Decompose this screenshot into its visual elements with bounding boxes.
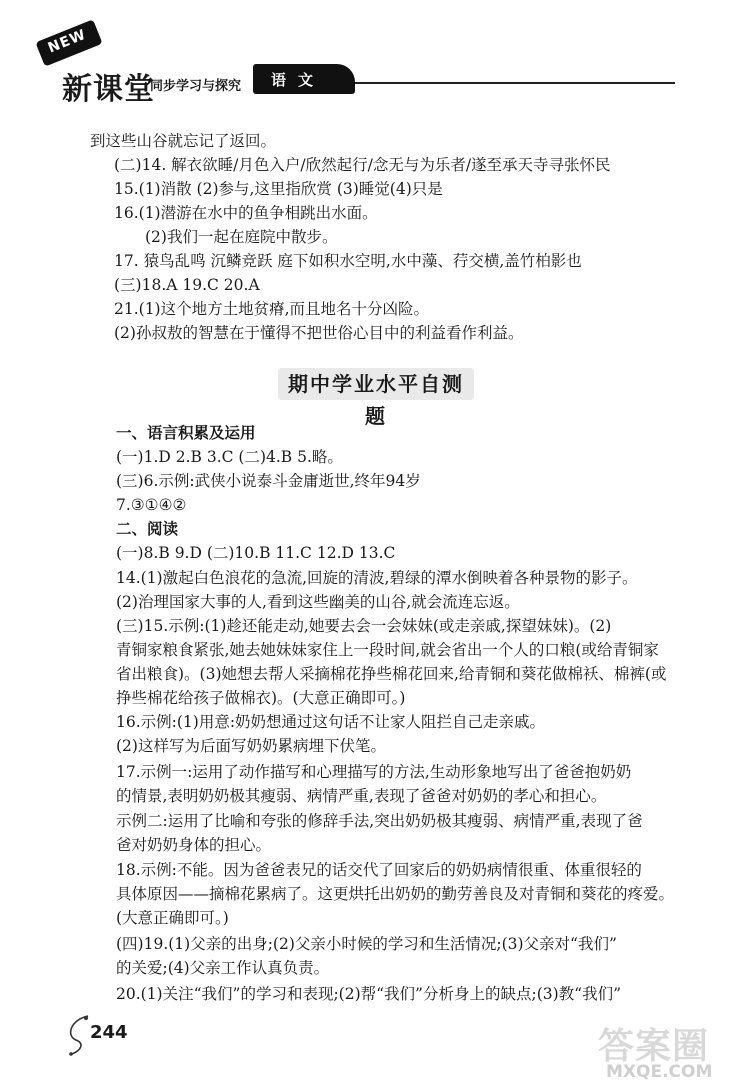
section-title: 期中学业水平自测题 [278, 368, 474, 400]
text-line: 18.示例:不能。因为爸爸表兄的话交代了回家后的奶奶病情很重、体重很轻的 [116, 861, 642, 879]
text-line: (四)19.(1)父亲的出身;(2)父亲小时候的学习和生活情况;(3)父亲对“我们” [116, 935, 617, 953]
watermark-site: MXQE.COM [606, 1062, 713, 1082]
text-line: 的情景,表明奶奶极其瘦弱、病情严重,表现了爸爸对奶奶的孝心和担心。 [116, 787, 607, 805]
text-line: 21.(1)这个地方土地贫瘠,而且地名十分凶险。 [114, 300, 430, 318]
text-line: 17.示例一:运用了动作描写和心理描写的方法,生动形象地写出了爸爸抱奶奶 [116, 763, 632, 781]
watermark-logo-text: 答案圈 [598, 1026, 710, 1067]
text-line: (一)1.D 2.B 3.C (二)4.B 5.略。 [116, 448, 343, 466]
text-line: 挣些棉花给孩子做棉衣)。(大意正确即可。) [116, 689, 406, 707]
text-line: 青铜家粮食紧张,她去她妹妹家住上一段时间,就会省出一个人的口粮(或给青铜家 [116, 641, 659, 659]
subject-tab [253, 64, 355, 94]
text-line: (2)这样写为后面写奶奶累病埋下伏笔。 [116, 737, 386, 755]
page-swirl-ornament [62, 1010, 92, 1058]
text-line: 7.③①④② [116, 496, 187, 514]
text-line: 省出粮食)。(3)她想去帮人采摘棉花挣些棉花回来,给青铜和葵花做棉袄、棉裤(或 [116, 665, 667, 683]
subject-label: 语文 [271, 71, 326, 89]
series-subtitle: 同步学习与探究 [150, 79, 242, 94]
text-line: 具体原因——摘棉花累病了。这更烘托出奶奶的勤劳善良及对青铜和葵花的疼爱。 [116, 885, 675, 903]
logo-ribbon [35, 19, 102, 66]
text-line: (2)我们一起在庭院中散步。 [145, 228, 338, 246]
section-heading: 一、语言积累及运用 [116, 423, 256, 442]
page-number: 244 [90, 1022, 128, 1043]
section-heading: 二、阅读 [116, 519, 179, 538]
text-line: 16.示例:(1)用意:奶奶想通过这句话不让家人阻拦自己走亲戚。 [116, 713, 546, 731]
text-line: (三)18.A 19.C 20.A [114, 276, 260, 294]
text-line: 示例二:运用了比喻和夸张的修辞手法,突出奶奶极其瘦弱、病情严重,表现了爸 [116, 812, 643, 830]
text-line: 17. 猿鸟乱鸣 沉鳞竞跃 庭下如积水空明,水中藻、荇交横,盖竹柏影也 [114, 252, 582, 270]
text-line: (三)15.示例:(1)趁还能走动,她要去会一会妹妹(或走亲戚,探望妹妹)。(2) [116, 617, 612, 635]
text-line: 16.(1)潜游在水中的鱼争相跳出水面。 [114, 204, 378, 222]
text-line: 到这些山谷就忘记了返回。 [90, 132, 277, 150]
text-line: 14.(1)激起白色浪花的急流,回旋的清波,碧绿的潭水倒映着各种景物的影子。 [116, 569, 638, 587]
brand-title: 新课堂 [62, 72, 155, 107]
page-header [0, 0, 750, 130]
text-line: (大意正确即可。) [116, 909, 229, 927]
header-rule [355, 82, 675, 84]
text-line: (一)8.B 9.D (二)10.B 11.C 12.D 13.C [116, 544, 396, 562]
text-line: 的关爱;(4)父亲工作认真负责。 [116, 959, 330, 977]
text-line: 15.(1)消散 (2)参与,这里指欣赏 (3)睡觉(4)只是 [114, 180, 443, 198]
text-line: (二)14. 解衣欲睡/月色入户/欣然起行/念无与为乐者/遂至承天寺寻张怀民 [114, 156, 611, 174]
text-line: (三)6.示例:武侠小说泰斗金庸逝世,终年94岁 [116, 472, 421, 490]
text-line: 爸对奶奶身体的担心。 [116, 836, 272, 854]
text-line: (2)治理国家大事的人,看到这些幽美的山谷,就会流连忘返。 [116, 593, 520, 611]
text-line: (2)孙叔敖的智慧在于懂得不把世俗心目中的利益看作利益。 [114, 324, 524, 342]
logo-ribbon-text: NEW [45, 26, 89, 57]
text-line: 20.(1)关注“我们”的学习和表现;(2)帮“我们”分析身上的缺点;(3)教“我们” [116, 985, 622, 1003]
